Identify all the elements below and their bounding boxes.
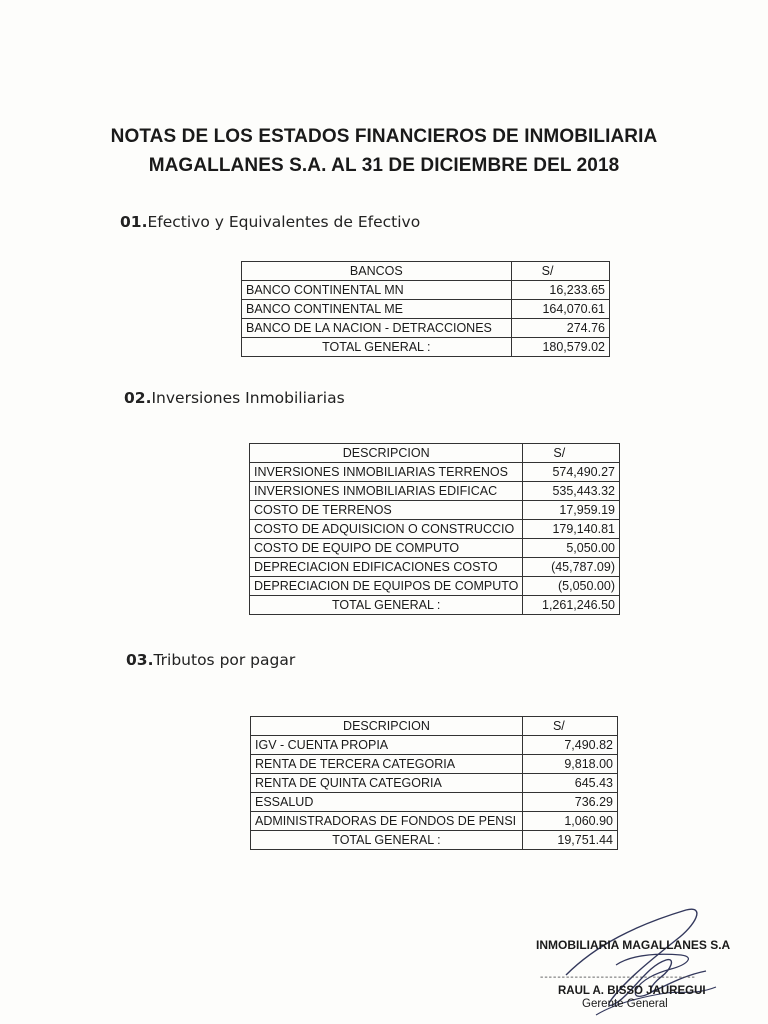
table-header-row bbox=[250, 444, 620, 463]
total-label: TOTAL GENERAL : bbox=[251, 831, 523, 850]
signer-name: RAUL A. BISSO JAUREGUI bbox=[558, 985, 706, 997]
row-value: 574,490.27 bbox=[523, 463, 620, 482]
total-value: 1,261,246.50 bbox=[523, 596, 620, 615]
document-title bbox=[0, 122, 768, 180]
signature-company: INMOBILIARIA MAGALLANES S.A bbox=[536, 938, 731, 952]
row-value: (5,050.00) bbox=[523, 577, 620, 596]
section-3-number: 03. bbox=[126, 651, 154, 669]
row-desc: DEPRECIACION DE EQUIPOS DE COMPUTO bbox=[250, 577, 523, 596]
row-desc: BANCO CONTINENTAL ME bbox=[242, 300, 512, 319]
table-header-row bbox=[242, 262, 610, 281]
total-value: 19,751.44 bbox=[522, 831, 617, 850]
row-desc: ADMINISTRADORAS DE FONDOS DE PENSI bbox=[251, 812, 523, 831]
row-value: 736.29 bbox=[522, 793, 617, 812]
row-desc: COSTO DE EQUIPO DE COMPUTO bbox=[250, 539, 523, 558]
table-row bbox=[250, 558, 620, 577]
row-desc: INVERSIONES INMOBILIARIAS TERRENOS bbox=[250, 463, 523, 482]
header-value: S/ bbox=[523, 444, 620, 463]
table-row bbox=[242, 300, 610, 319]
inversiones-table bbox=[249, 443, 620, 615]
bancos-table bbox=[241, 261, 610, 357]
table-row bbox=[250, 539, 620, 558]
row-value: 7,490.82 bbox=[522, 736, 617, 755]
row-value: 5,050.00 bbox=[523, 539, 620, 558]
row-desc: ESSALUD bbox=[251, 793, 523, 812]
table-row bbox=[250, 463, 620, 482]
total-label: TOTAL GENERAL : bbox=[250, 596, 523, 615]
row-value: (45,787.09) bbox=[523, 558, 620, 577]
table-row bbox=[250, 577, 620, 596]
title-line-1: NOTAS DE LOS ESTADOS FINANCIEROS DE INMOBILIARIA bbox=[110, 126, 658, 147]
table-row bbox=[251, 736, 618, 755]
header-value: S/ bbox=[511, 262, 609, 281]
table-row bbox=[250, 482, 620, 501]
table-row bbox=[242, 319, 610, 338]
total-row bbox=[242, 338, 610, 357]
header-value: S/ bbox=[522, 717, 617, 736]
row-value: 1,060.90 bbox=[522, 812, 617, 831]
row-value: 17,959.19 bbox=[523, 501, 620, 520]
table-row bbox=[251, 755, 618, 774]
row-value: 16,233.65 bbox=[511, 281, 609, 300]
row-value: 645.43 bbox=[522, 774, 617, 793]
section-2-title: Inversiones Inmobiliarias bbox=[151, 389, 345, 407]
header-desc: BANCOS bbox=[242, 262, 512, 281]
row-desc: IGV - CUENTA PROPIA bbox=[251, 736, 523, 755]
table-row bbox=[250, 520, 620, 539]
table-row bbox=[251, 774, 618, 793]
row-desc: BANCO DE LA NACION - DETRACCIONES bbox=[242, 319, 512, 338]
row-desc: COSTO DE ADQUISICION O CONSTRUCCIO bbox=[250, 520, 523, 539]
total-row bbox=[251, 831, 618, 850]
row-value: 274.76 bbox=[511, 319, 609, 338]
header-desc: DESCRIPCION bbox=[250, 444, 523, 463]
tributos-table bbox=[250, 716, 618, 850]
row-desc: DEPRECIACION EDIFICACIONES COSTO bbox=[250, 558, 523, 577]
row-value: 164,070.61 bbox=[511, 300, 609, 319]
table-row bbox=[250, 501, 620, 520]
signer-role: Gerente General bbox=[582, 998, 668, 1010]
signature-line: ------------------------------------ bbox=[540, 972, 696, 983]
row-desc: INVERSIONES INMOBILIARIAS EDIFICAC bbox=[250, 482, 523, 501]
row-value: 179,140.81 bbox=[523, 520, 620, 539]
row-desc: BANCO CONTINENTAL MN bbox=[242, 281, 512, 300]
row-desc: RENTA DE TERCERA CATEGORIA bbox=[251, 755, 523, 774]
section-2-number: 02. bbox=[124, 389, 152, 407]
section-1-heading bbox=[120, 213, 420, 231]
table-row bbox=[251, 812, 618, 831]
section-1-number: 01. bbox=[120, 213, 148, 231]
table-header-row bbox=[251, 717, 618, 736]
row-value: 535,443.32 bbox=[523, 482, 620, 501]
header-desc: DESCRIPCION bbox=[251, 717, 523, 736]
table-row bbox=[242, 281, 610, 300]
section-2-heading bbox=[124, 389, 345, 407]
section-1-title: Efectivo y Equivalentes de Efectivo bbox=[147, 213, 421, 231]
total-label: TOTAL GENERAL : bbox=[242, 338, 512, 357]
title-line-2: MAGALLANES S.A. AL 31 DE DICIEMBRE DEL 2018 bbox=[148, 155, 620, 176]
row-value: 9,818.00 bbox=[522, 755, 617, 774]
row-desc: RENTA DE QUINTA CATEGORIA bbox=[251, 774, 523, 793]
section-3-title: Tributos por pagar bbox=[153, 651, 296, 669]
table-row bbox=[251, 793, 618, 812]
section-3-heading bbox=[126, 651, 295, 669]
total-value: 180,579.02 bbox=[511, 338, 609, 357]
row-desc: COSTO DE TERRENOS bbox=[250, 501, 523, 520]
total-row bbox=[250, 596, 620, 615]
